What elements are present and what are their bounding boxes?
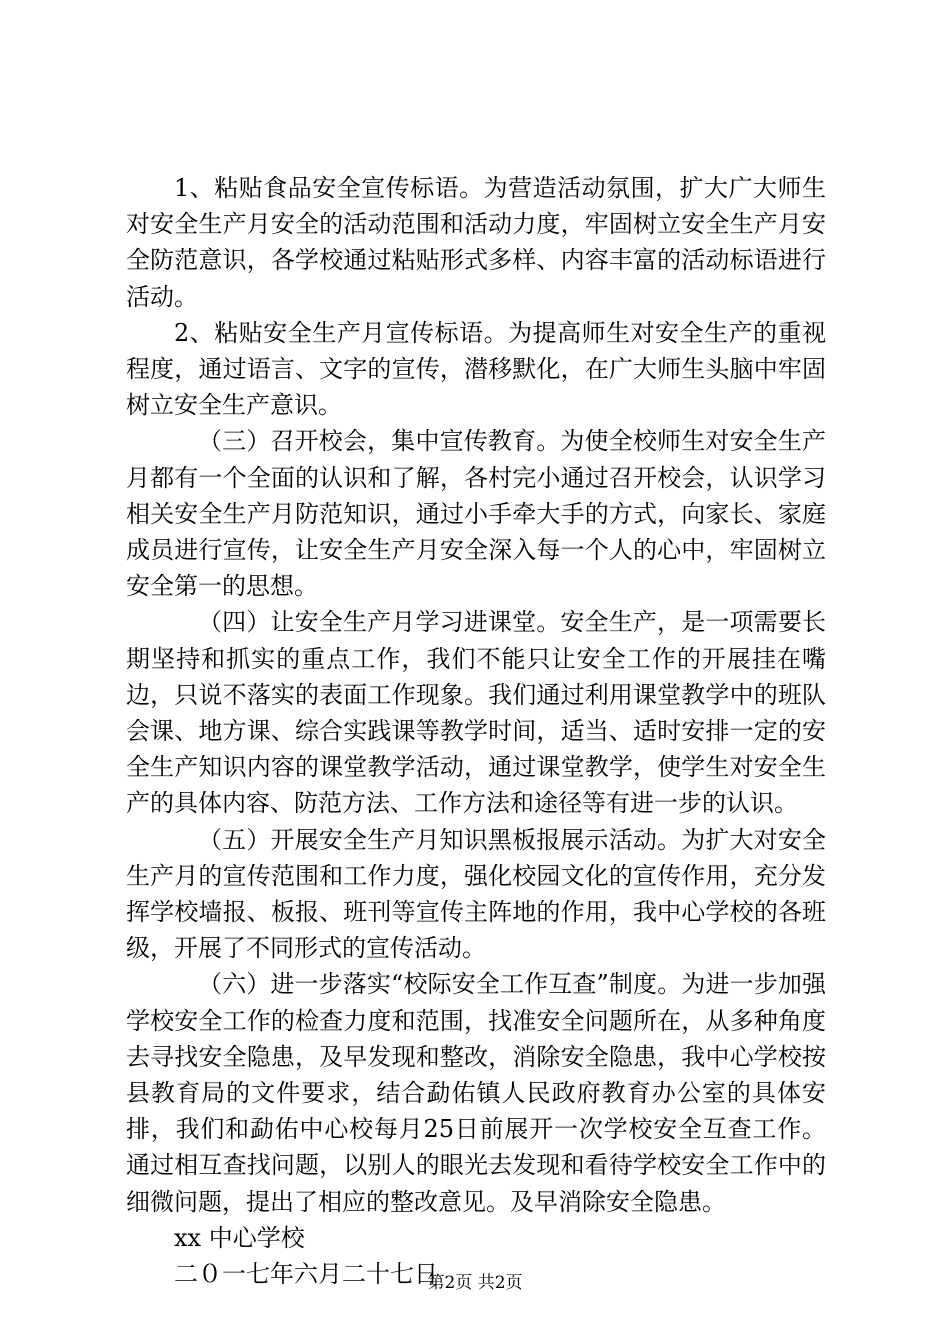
paragraph-slogan-food-safety: 1、粘贴食品安全宣传标语。为营造活动氛围，扩大广大师生对安全生产月安全的活动范围和活动力度，牢固树立安全生产月安全防范意识，各学校通过粘贴形式多样、内容丰富的活动标语进行活动。: [126, 174, 826, 311]
paragraph-slogan-safety-month: 2、粘贴安全生产月宣传标语。为提高师生对安全生产的重视程度，通过语言、文字的宣传，潜移默化，在广大师生头脑中牢固树立安全生产意识。: [126, 318, 826, 420]
paragraph-school-meeting: （三）召开校会，集中宣传教育。为使全校师生对安全生产月都有一个全面的认识和了解，各村完小通过召开校会，认识学习相关安全生产月防范知识，通过小手牵大手的方式，向家长、家庭成员进行宣传，让安全生产月安全深入每一个人的心中，牢固树立安全第一的思想。: [126, 427, 826, 601]
page-number-footer: 第2页 共2页: [427, 1273, 523, 1293]
signature-organization: xx 中心学校: [174, 1223, 305, 1252]
paragraph-blackboard-exhibit: （五）开展安全生产月知识黑板报展示活动。为扩大对安全生产月的宣传范围和工作力度，强化校园文化的宣传作用，充分发挥学校墙报、板报、班刊等宣传主阵地的作用，我中心学校的各班级，开展了不同形式的宣传活动。: [126, 825, 826, 963]
document-body: [126, 170, 826, 1292]
paragraph-mutual-inspection: （六）进一步落实“校际安全工作互查”制度。为进一步加强学校安全工作的检查力度和范围，找准安全问题所在，从多种角度去寻找安全隐患，及早发现和整改，消除安全隐患，我中心学校按县教育局的文件要求，结合勐佑镇人民政府教育办公室的具体安排，我们和勐佑中心校每月25日前展开一次学校安全互查工作。通过相互查找问题，以别人的眼光去发现和看待学校安全工作中的细微问题，提出了相应的整改意见。及早消除安全隐患。: [126, 970, 826, 1216]
signature-date: 二０一七年六月二十七日: [174, 1260, 438, 1289]
paragraph-classroom-learning: （四）让安全生产月学习进课堂。安全生产，是一项需要长期坚持和抓实的重点工作，我们不能只让安全工作的开展挂在嘴边，只说不落实的表面工作现象。我们通过利用课堂教学中的班队会课、地方课、综合实践课等教学时间，适当、适时安排一定的安全生产知识内容的课堂教学活动，通过课堂教学，使学生对安全生产的具体内容、防范方法、工作方法和途径等有进一步的认识。: [126, 608, 826, 818]
